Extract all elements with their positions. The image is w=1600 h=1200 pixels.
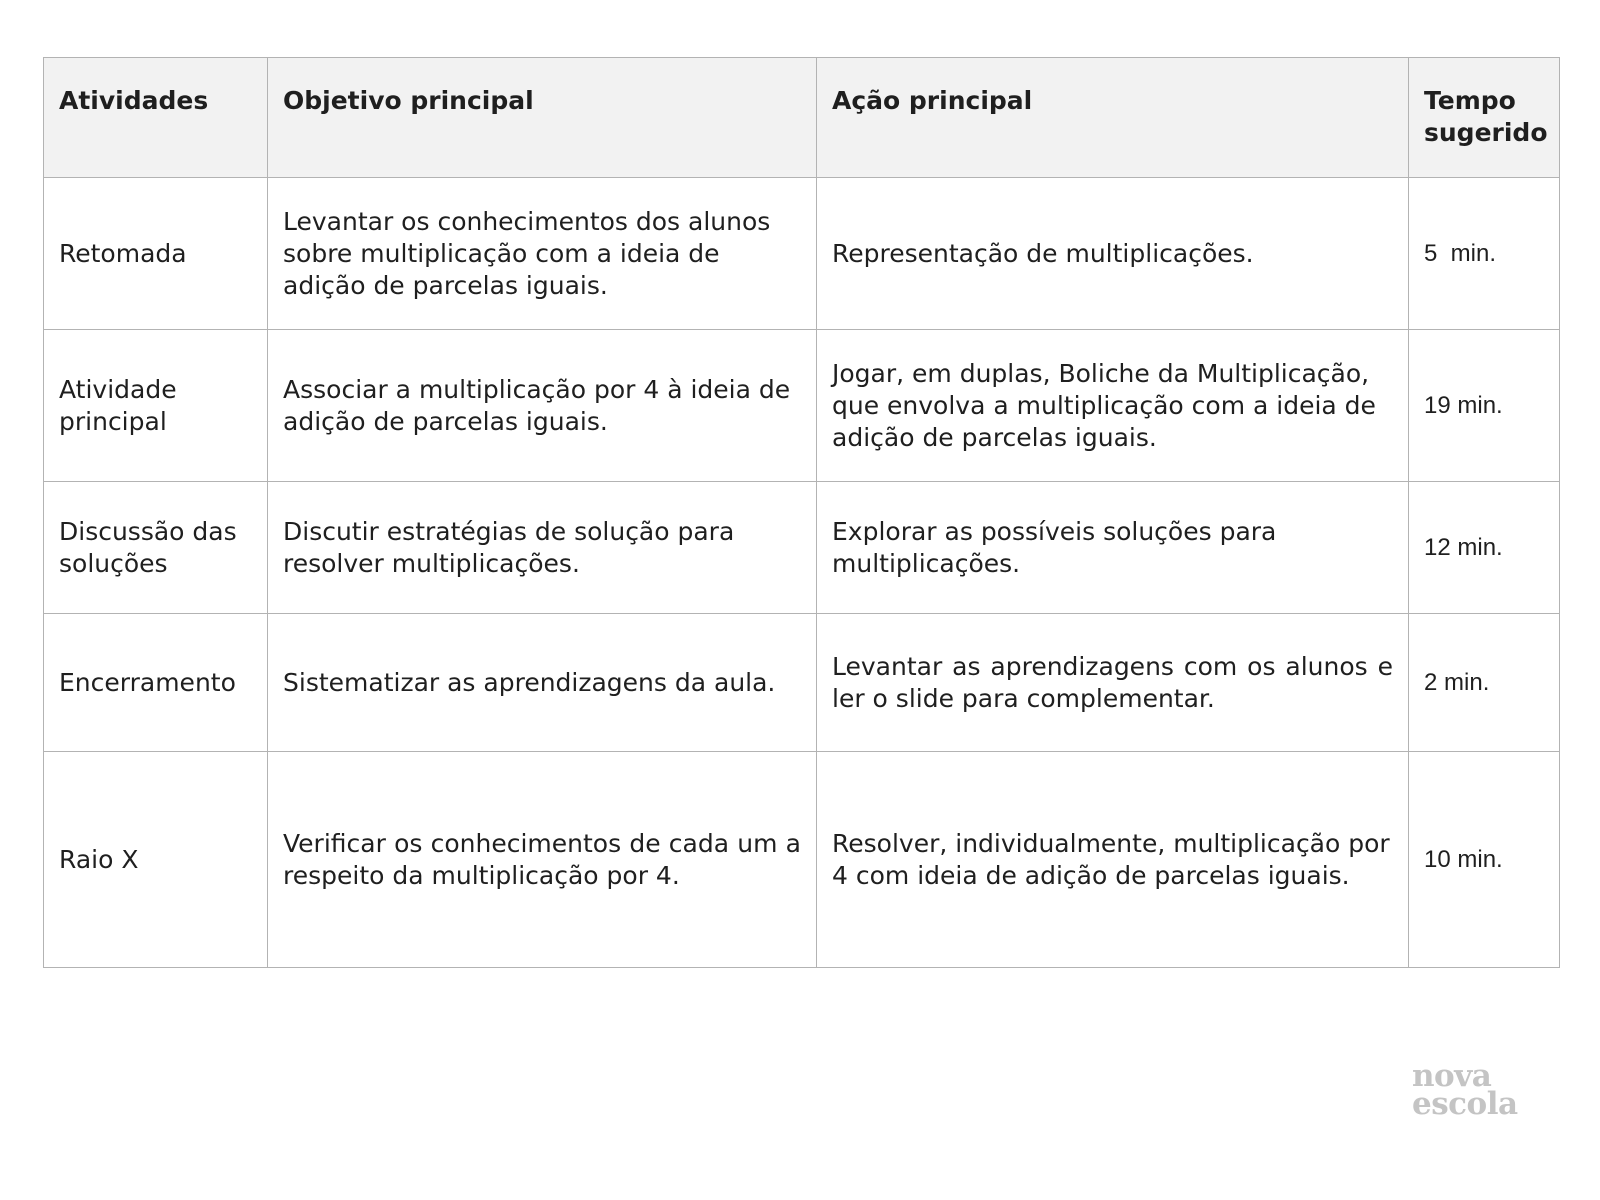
time-value: 5 min.	[1424, 239, 1497, 267]
table-row	[44, 330, 1560, 482]
cell-tempo	[1409, 330, 1560, 482]
header-acao: Ação principal	[817, 58, 1409, 178]
time-value: 19 min.	[1424, 391, 1503, 419]
header-objetivo: Objetivo principal	[268, 58, 817, 178]
table-row	[44, 752, 1560, 968]
cell-objetivo: Discutir estratégias de solução para resolver multiplicações.	[268, 482, 817, 614]
nova-escola-logo	[1412, 1058, 1518, 1122]
header-atividades: Atividades	[44, 58, 268, 178]
cell-objetivo: Sistematizar as aprendizagens da aula.	[268, 614, 817, 752]
cell-acao: Resolver, individualmente, multiplicação por 4 com ideia de adição de parcelas iguais.	[817, 752, 1409, 968]
cell-tempo	[1409, 482, 1560, 614]
cell-atividade: Discussão das soluções	[44, 482, 268, 614]
header-tempo: Tempo sugerido	[1409, 58, 1560, 178]
cell-tempo	[1409, 752, 1560, 968]
cell-acao: Levantar as aprendizagens com os alunos e ler o slide para complementar.	[817, 614, 1409, 752]
cell-objetivo: Verificar os conhecimentos de cada um a respeito da multiplicação por 4.	[268, 752, 817, 968]
cell-acao: Explorar as possíveis soluções para multiplicações.	[817, 482, 1409, 614]
cell-tempo	[1409, 178, 1560, 330]
table-header-row	[44, 58, 1560, 178]
table-row	[44, 482, 1560, 614]
cell-atividade: Atividade principal	[44, 330, 268, 482]
time-value: 2 min.	[1424, 668, 1490, 696]
cell-acao: Representação de multiplicações.	[817, 178, 1409, 330]
cell-atividade: Encerramento	[44, 614, 268, 752]
lesson-plan-table	[43, 57, 1560, 968]
logo-line-2: escola	[1412, 1086, 1518, 1122]
cell-objetivo: Associar a multiplicação por 4 à ideia de adição de parcelas iguais.	[268, 330, 817, 482]
table-row	[44, 614, 1560, 752]
cell-acao: Jogar, em duplas, Boliche da Multiplicação, que envolva a multiplicação com a ideia de adição de parcelas iguais.	[817, 330, 1409, 482]
table-row	[44, 178, 1560, 330]
cell-atividade: Raio X	[44, 752, 268, 968]
time-value: 10 min.	[1424, 845, 1503, 873]
cell-objetivo: Levantar os conhecimentos dos alunos sobre multiplicação com a ideia de adição de parcelas iguais.	[268, 178, 817, 330]
cell-tempo	[1409, 614, 1560, 752]
logo-line-1: nova	[1412, 1058, 1492, 1094]
cell-atividade: Retomada	[44, 178, 268, 330]
time-value: 12 min.	[1424, 533, 1503, 561]
